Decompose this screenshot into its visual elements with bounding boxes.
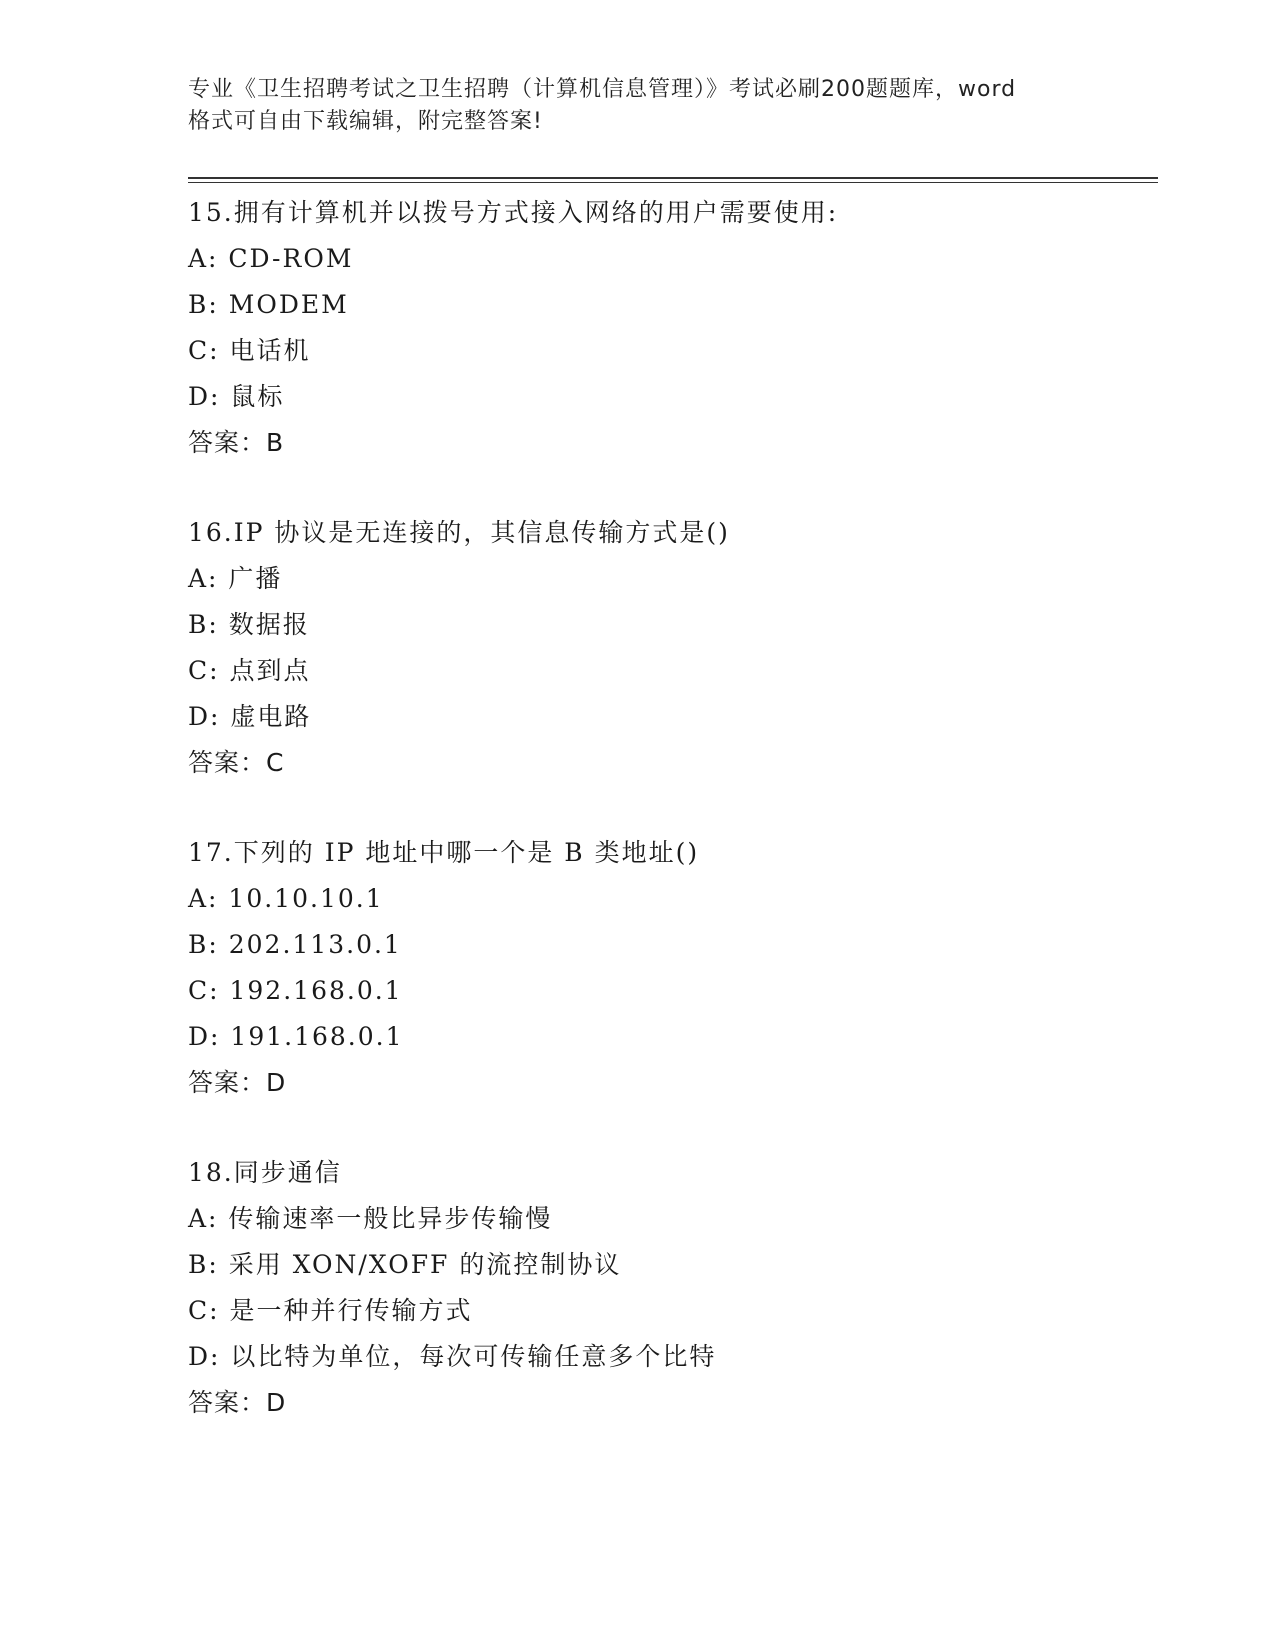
- option-b: B: MODEM: [188, 290, 349, 319]
- question-stem: 17.下列的 IP 地址中哪一个是 B 类地址(): [188, 838, 700, 867]
- header-rule-thick: [188, 177, 1158, 179]
- option-a: A: 10.10.10.1: [188, 884, 384, 913]
- option-b: B: 202.113.0.1: [188, 930, 402, 959]
- option-c: C: 192.168.0.1: [188, 976, 403, 1005]
- question-stem: 18.同步通信: [188, 1158, 342, 1187]
- question-16: [188, 510, 1138, 786]
- answer-line: 答案：D: [188, 1068, 287, 1097]
- option-d: D: 虚电路: [188, 702, 312, 731]
- header-rule-thin: [188, 182, 1158, 183]
- answer-line: 答案：B: [188, 428, 285, 457]
- option-b: B: 采用 XON/XOFF 的流控制协议: [188, 1250, 622, 1279]
- option-a: A: CD-ROM: [188, 244, 354, 273]
- option-d: D: 鼠标: [188, 382, 285, 411]
- option-c: C: 电话机: [188, 336, 311, 365]
- question-18: [188, 1150, 1138, 1426]
- option-b: B: 数据报: [188, 610, 310, 639]
- option-a: A: 广播: [188, 564, 283, 593]
- question-15: [188, 190, 1138, 466]
- question-stem: 16.IP 协议是无连接的，其信息传输方式是(): [188, 518, 730, 547]
- header-line-1: 专业《卫生招聘考试之卫生招聘（计算机信息管理）》考试必刷200题题库，word: [188, 77, 1017, 102]
- answer-line: 答案：C: [188, 748, 285, 777]
- question-stem: 15.拥有计算机并以拨号方式接入网络的用户需要使用:: [188, 198, 839, 227]
- option-d: D: 以比特为单位，每次可传输任意多个比特: [188, 1342, 717, 1371]
- question-list: [188, 190, 1138, 1470]
- option-d: D: 191.168.0.1: [188, 1022, 404, 1051]
- option-c: C: 是一种并行传输方式: [188, 1296, 473, 1325]
- document-header: [188, 74, 1088, 138]
- question-17: [188, 830, 1138, 1106]
- answer-line: 答案：D: [188, 1388, 287, 1417]
- option-a: A: 传输速率一般比异步传输慢: [188, 1204, 553, 1233]
- header-line-2: 格式可自由下载编辑，附完整答案!: [188, 109, 543, 134]
- option-c: C: 点到点: [188, 656, 311, 685]
